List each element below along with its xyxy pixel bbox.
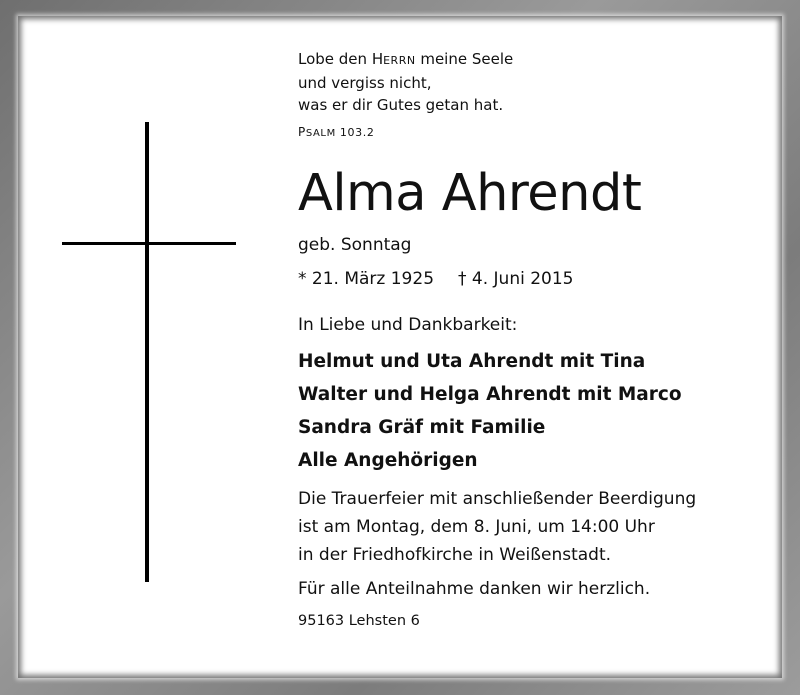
verse-reference: PSALM 103.2 [298,125,375,139]
deceased-name: Alma Ahrendt [298,164,642,223]
birth-date: * 21. März 1925 [298,269,435,289]
life-dates [298,269,768,289]
verse-line-1: Lobe den HERRN meine Seele [298,50,514,68]
mourners-list [298,345,768,477]
service-line: Die Trauerfeier mit anschließender Beerdigung [298,489,697,509]
mourner: Walter und Helga Ahrendt mit Marco [298,384,682,405]
mourner: Helmut und Uta Ahrendt mit Tina [298,351,646,372]
mourners-intro: In Liebe und Dankbarkeit: [298,315,518,335]
verse-line-2: und vergiss nicht, [298,74,432,92]
verse-line-3: was er dir Gutes getan hat. [298,96,504,114]
cross-icon-bar [62,242,236,245]
birth-name: geb. Sonntag [298,235,412,255]
service-details [298,485,768,569]
obituary-notice [18,16,782,678]
mourner: Sandra Gräf mit Familie [298,417,546,438]
thanks-line: Für alle Anteilnahme danken wir herzlich. [298,579,651,599]
service-line: in der Friedhofkirche in Weißenstadt. [298,545,612,565]
service-line: ist am Montag, dem 8. Juni, um 14:00 Uhr [298,517,655,537]
notice-text [298,48,768,629]
address: 95163 Lehsten 6 [298,613,420,629]
death-date: † 4. Juni 2015 [458,269,574,289]
mourner: Alle Angehörigen [298,450,478,471]
cross-icon [145,122,149,582]
bible-verse [298,48,768,116]
